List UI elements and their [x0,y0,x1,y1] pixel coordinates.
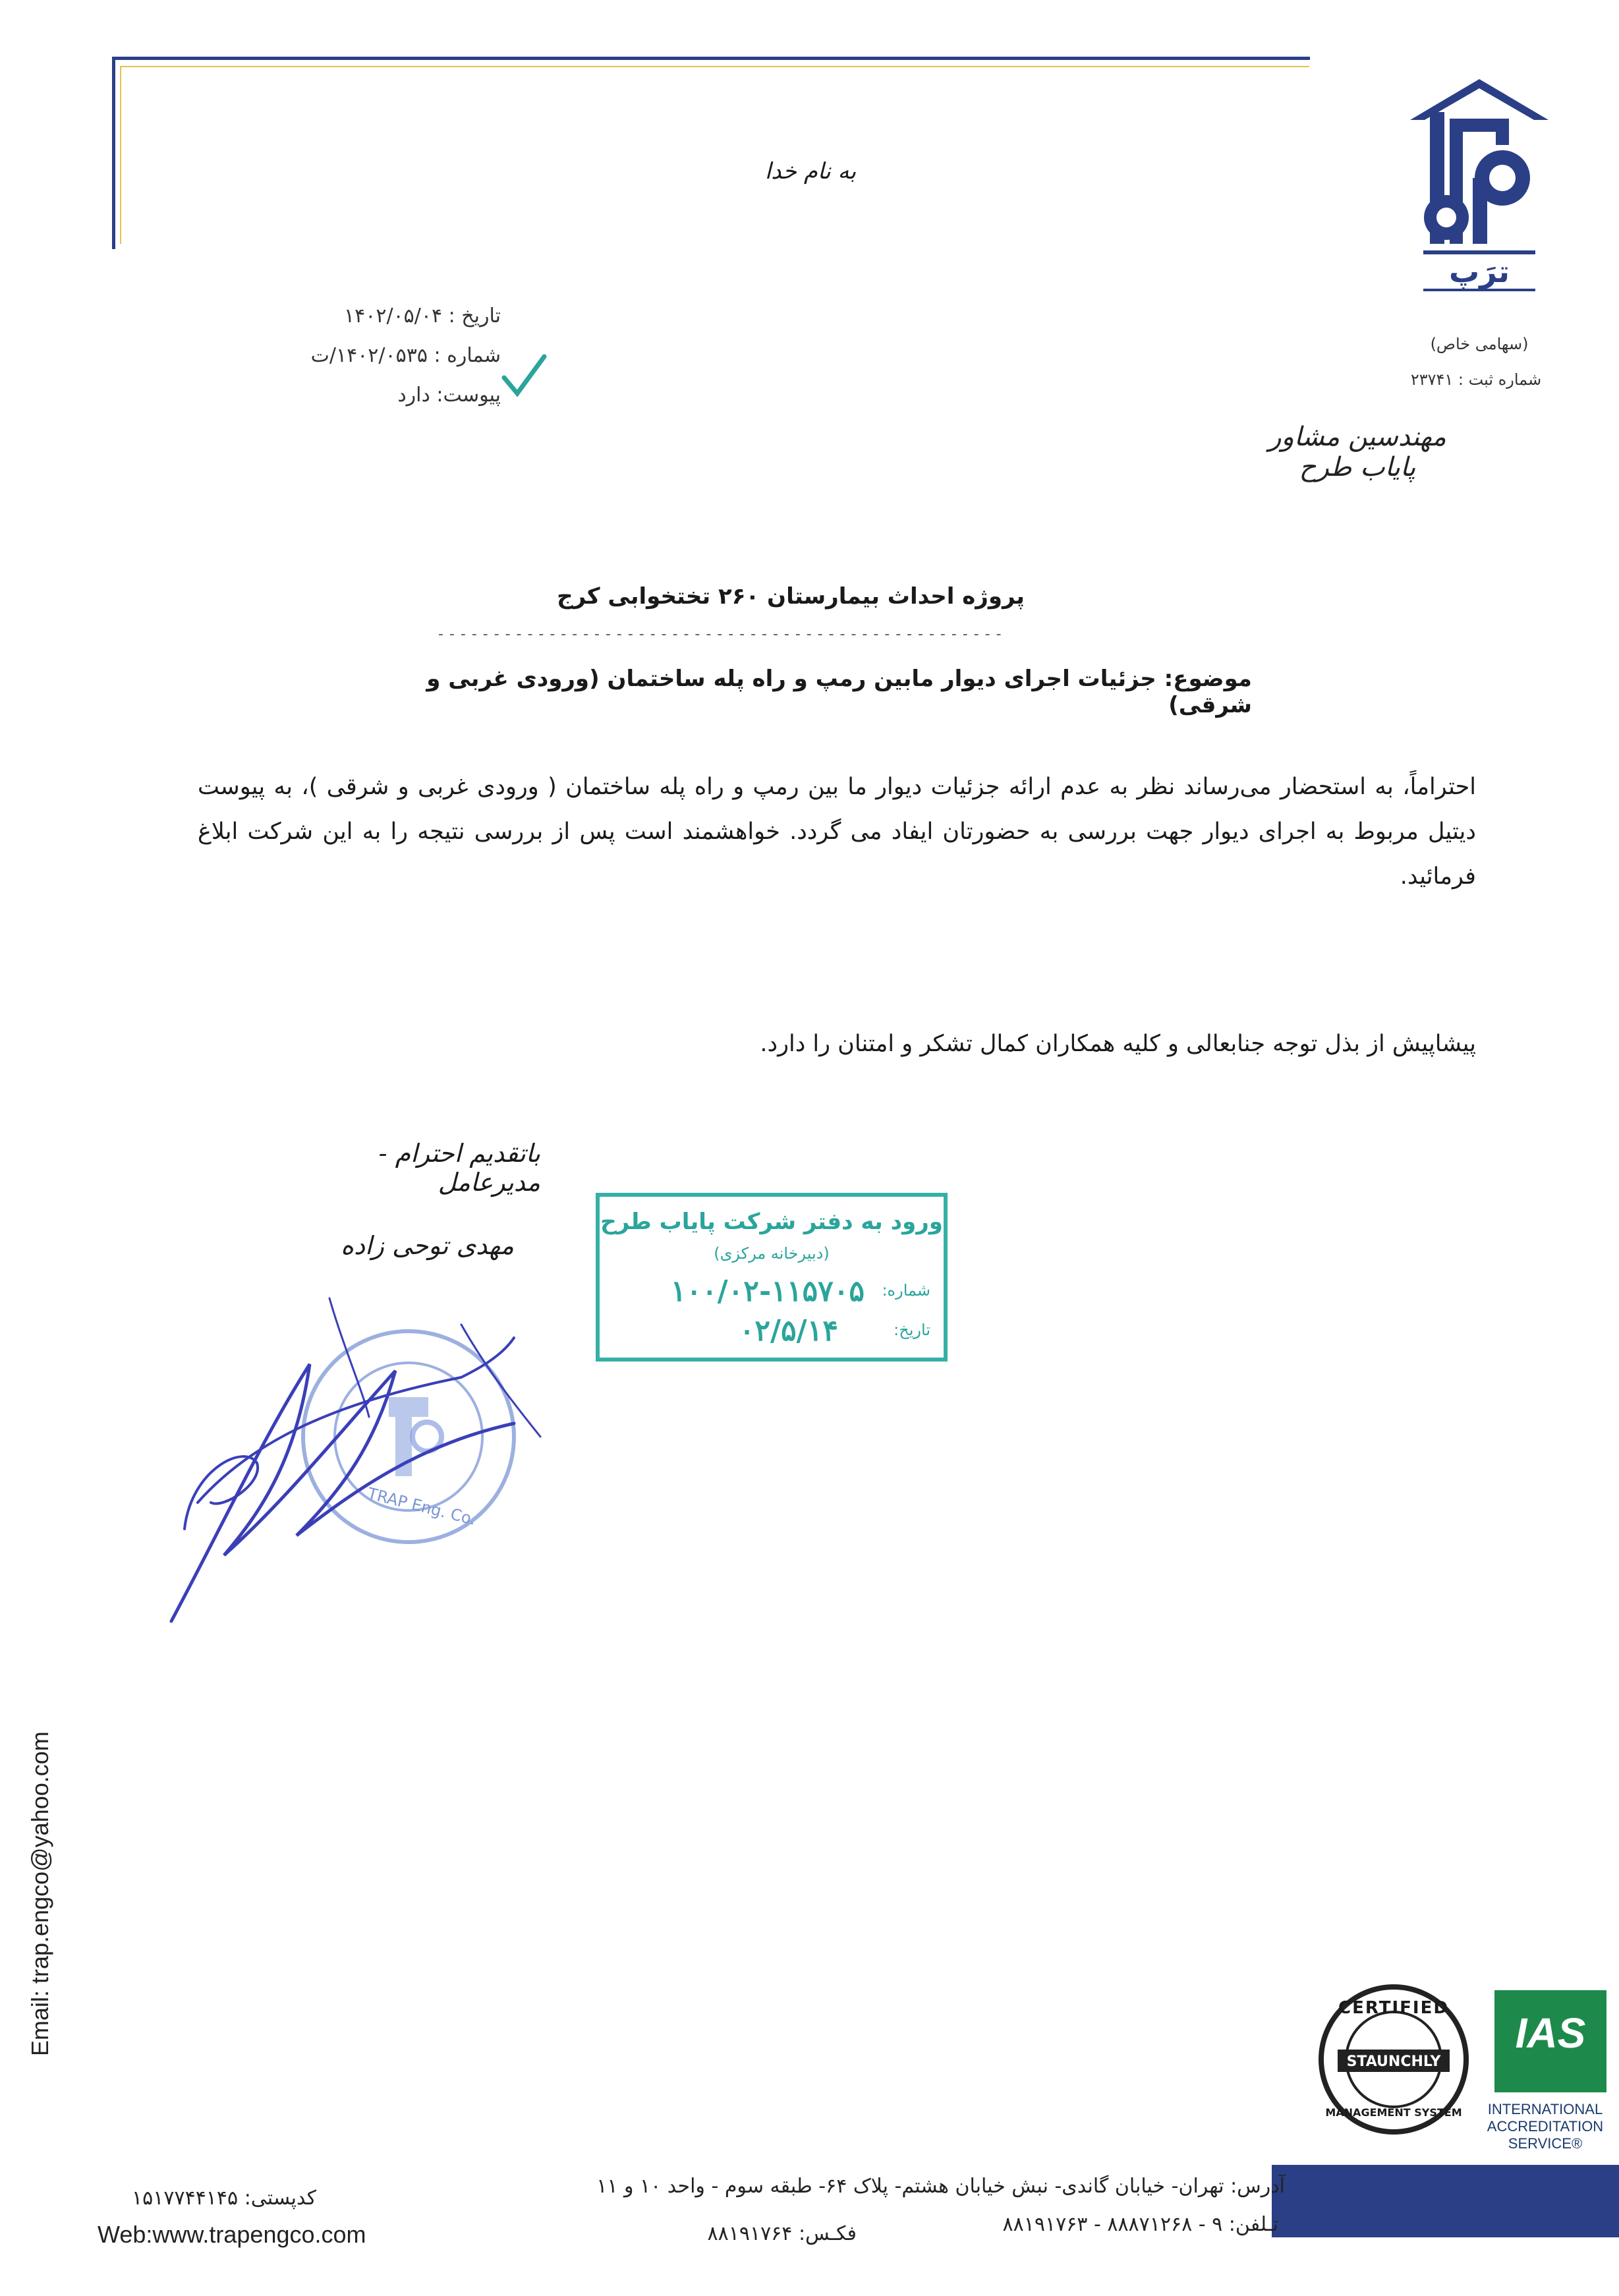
signature-scribble [145,1272,554,1641]
seal-text: TRAP Eng. Co. [365,1484,478,1529]
certified-top-text: CERTIFIED [1338,1998,1449,2018]
email-vertical: Email: trap.engco@yahoo.com [26,1731,53,2056]
ias-line-3: SERVICE® [1508,2135,1583,2152]
letter-date: تاریخ : ۱۴۰۲/۰۵/۰۴ [344,304,501,328]
phone: تـلفن: ۹ - ۸۸۸۷۱۲۶۸ - ۸۸۱۹۱۷۶۳ [1002,2213,1278,2236]
stamp-date-value: ۰۲/۵/۱۴ [739,1314,838,1348]
certified-badge [1311,1977,1476,2148]
closing-line: باتقدیم احترام - مدیرعامل [378,1139,540,1197]
website: Web:www.trapengco.com [98,2221,366,2248]
ias-logo [1494,1990,1606,2092]
stamp-number-value: ۱۰۰/۰۲-۱۱۵۷۰۵ [670,1275,865,1308]
frame-left-line [112,57,115,249]
letter-attachment: پیوست: دارد [397,384,501,407]
stamp-subtitle: (دبیرخانه مرکزی) [714,1244,830,1263]
signer-name: مهدی توحی زاده [341,1231,514,1260]
body-paragraph-1: احتراماً، به استحضار می‌رساند نظر به عدم ارائه جزئیات دیوار ما بین رمپ و راه پله ساختمان ( ورودی غربی و شرقی )، به پیوست دیتیل مربوط به اجرای دیوار جهت بررسی به حضورتان ایفاد می گردد. خواهشمند است پس از بررسی نتیجه را به این شرکت ابلاغ فرمائید. [198,774,1476,890]
stamp-date-label: تاریخ: [894,1321,930,1339]
title-divider: - - - - - - - - - - - - - - - - - - - - - - - - - - - - - - - - - - - - - - - - - - - - - - - - - - - [438,626,1002,643]
frame-inner-top-line [120,66,1309,67]
ias-logo-text: IAS [1515,2009,1586,2057]
body-paragraph-2: پیشاپیش از بذل توجه جنابعالی و کلیه همکاران کمال تشکر و امتنان را دارد. [760,1031,1476,1057]
checkmark-icon [501,353,547,399]
stamp-number-label: شماره: [882,1281,930,1300]
logo-brand: ترَپ [1448,254,1510,289]
ias-line-2: ACCREDITATION [1487,2118,1604,2135]
company-name: مهندسین مشاور پایاب طرح [1268,422,1446,482]
basmala: به نام خدا [764,158,857,185]
certified-mid-text: STAUNCHLY [1346,2053,1441,2070]
letter-subject: موضوع: جزئیات اجرای دیوار مابین رمپ و راه پله ساختمان (ورودی غربی و شرقی) [426,666,1252,718]
frame-inner-left-line [120,66,121,244]
ias-caption [1476,2101,1614,2152]
footer-navy-bar [1272,2165,1619,2237]
frame-top-line [112,57,1310,60]
project-title: پروژه احداث بیمارستان ۲۶۰ تختخوابی کرج [557,583,1025,610]
letter-number: شماره : ۱۴۰۲/۰۵۳۵/ت [310,344,501,367]
received-stamp [596,1193,948,1362]
address: آدرس: تهران- خیابان گاندی- نبش خیابان هشتم- پلاک ۶۴- طبقه سوم - واحد ۱۰ و ۱۱ [596,2175,1285,2198]
logo-sub: (سهامی خاص) [1430,335,1529,353]
signature-icon [145,1272,554,1641]
fax: فکـس: ۸۸۱۹۱۷۶۴ [707,2222,857,2245]
ias-line-1: INTERNATIONAL [1487,2101,1603,2117]
stamp-title: ورود به دفتر شرکت پایاب طرح [600,1209,943,1235]
certified-bottom-text: MANAGEMENT SYSTEM [1325,2106,1462,2119]
postal-code: کدپستی: ۱۵۱۷۷۴۴۱۴۵ [132,2187,316,2210]
logo-registration: شماره ثبت : ۲۳۷۴۱ [1410,370,1542,389]
